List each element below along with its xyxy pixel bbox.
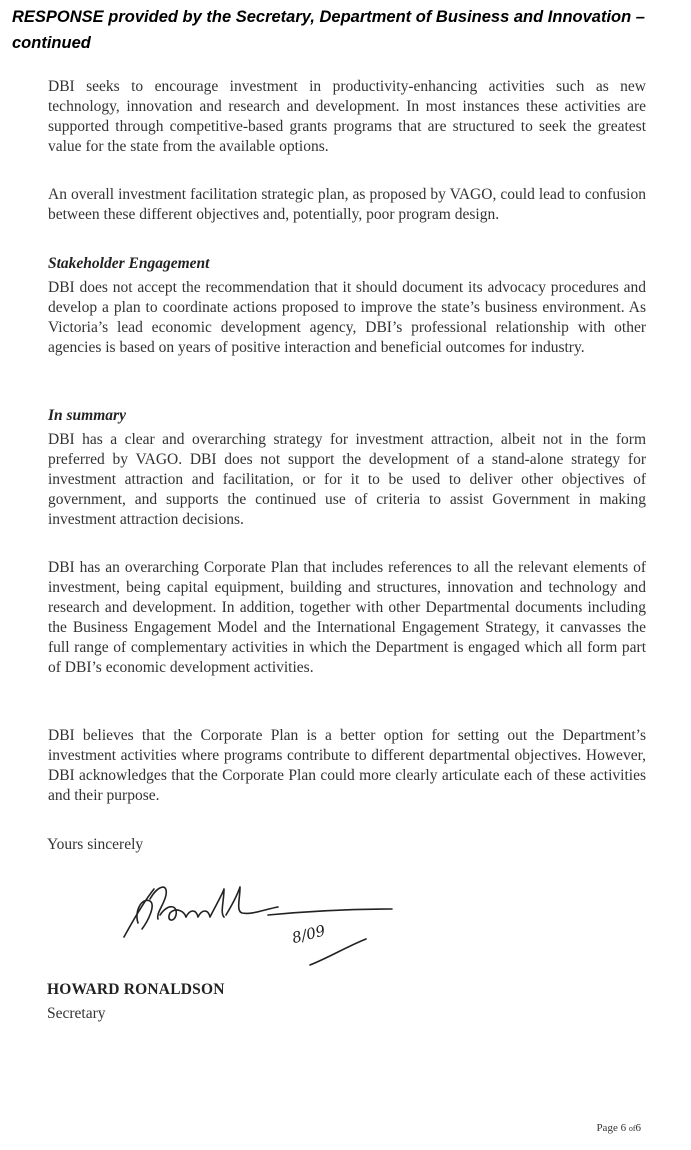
- signatory-name: HOWARD RONALDSON: [47, 981, 225, 998]
- page-number-of: of: [628, 1124, 636, 1133]
- paragraph-summary: DBI has a clear and overarching strategy for investment attraction, albeit not in the form preferred by VAGO. DBI does not support the development of a stand-alone strategy for investment attraction and facilitation, or for it to be used to deliver other objectives of government, and supports the continued use of criteria to assist Government in making investment attraction decisions.: [48, 431, 646, 528]
- signature-date: 8/09: [290, 921, 328, 948]
- heading-stakeholder-engagement: Stakeholder Engagement: [48, 255, 210, 272]
- paragraph-strategic-plan: An overall investment facilitation strategic plan, as proposed by VAGO, could lead to confusion between these different objectives and, potentially, poor program design.: [48, 186, 646, 223]
- handwritten-signature: [110, 875, 410, 985]
- signatory-title: Secretary: [47, 1005, 106, 1022]
- paragraph-corporate-plan: DBI has an overarching Corporate Plan that includes references to all the relevant elements of investment, being capital equipment, building and structures, innovation and technology and research and development. In addition, together with other Departmental documents including the Business Engagement Model and the International Engagement Strategy, it canvasses the full range of complementary activities in which the Department is engaged which all form part of DBI’s economic development activities.: [48, 559, 646, 676]
- page-number: [596, 1122, 641, 1134]
- page-number-current: Page 6: [596, 1122, 627, 1134]
- paragraph-stakeholder-engagement: DBI does not accept the recommendation that it should document its advocacy procedures and develop a plan to coordinate actions proposed to improve the state’s business environment. As Victoria’s lead economic development agency, DBI’s professional relationship with other agencies is based on years of positive interaction and beneficial outcomes for industry.: [48, 279, 646, 356]
- closing-salutation: Yours sincerely: [47, 836, 144, 853]
- heading-in-summary: In summary: [48, 407, 126, 424]
- paragraph-corporate-plan-option: DBI believes that the Corporate Plan is a better option for setting out the Department’s investment activities where programs contribute to different departmental objectives. However, DBI acknowledges that the Corporate Plan could more clearly articulate each of these activities and their purpose.: [48, 727, 646, 804]
- page-number-total: 6: [635, 1122, 641, 1134]
- page-header-title: RESPONSE provided by the Secretary, Department of Business and Innovation – continued: [12, 8, 645, 52]
- paragraph-investment-activities: DBI seeks to encourage investment in productivity-enhancing activities such as new technology, innovation and research and development. In most instances these activities are supported through competitive-based grants programs that are structured to seek the greatest value for the state from the available options.: [48, 78, 646, 155]
